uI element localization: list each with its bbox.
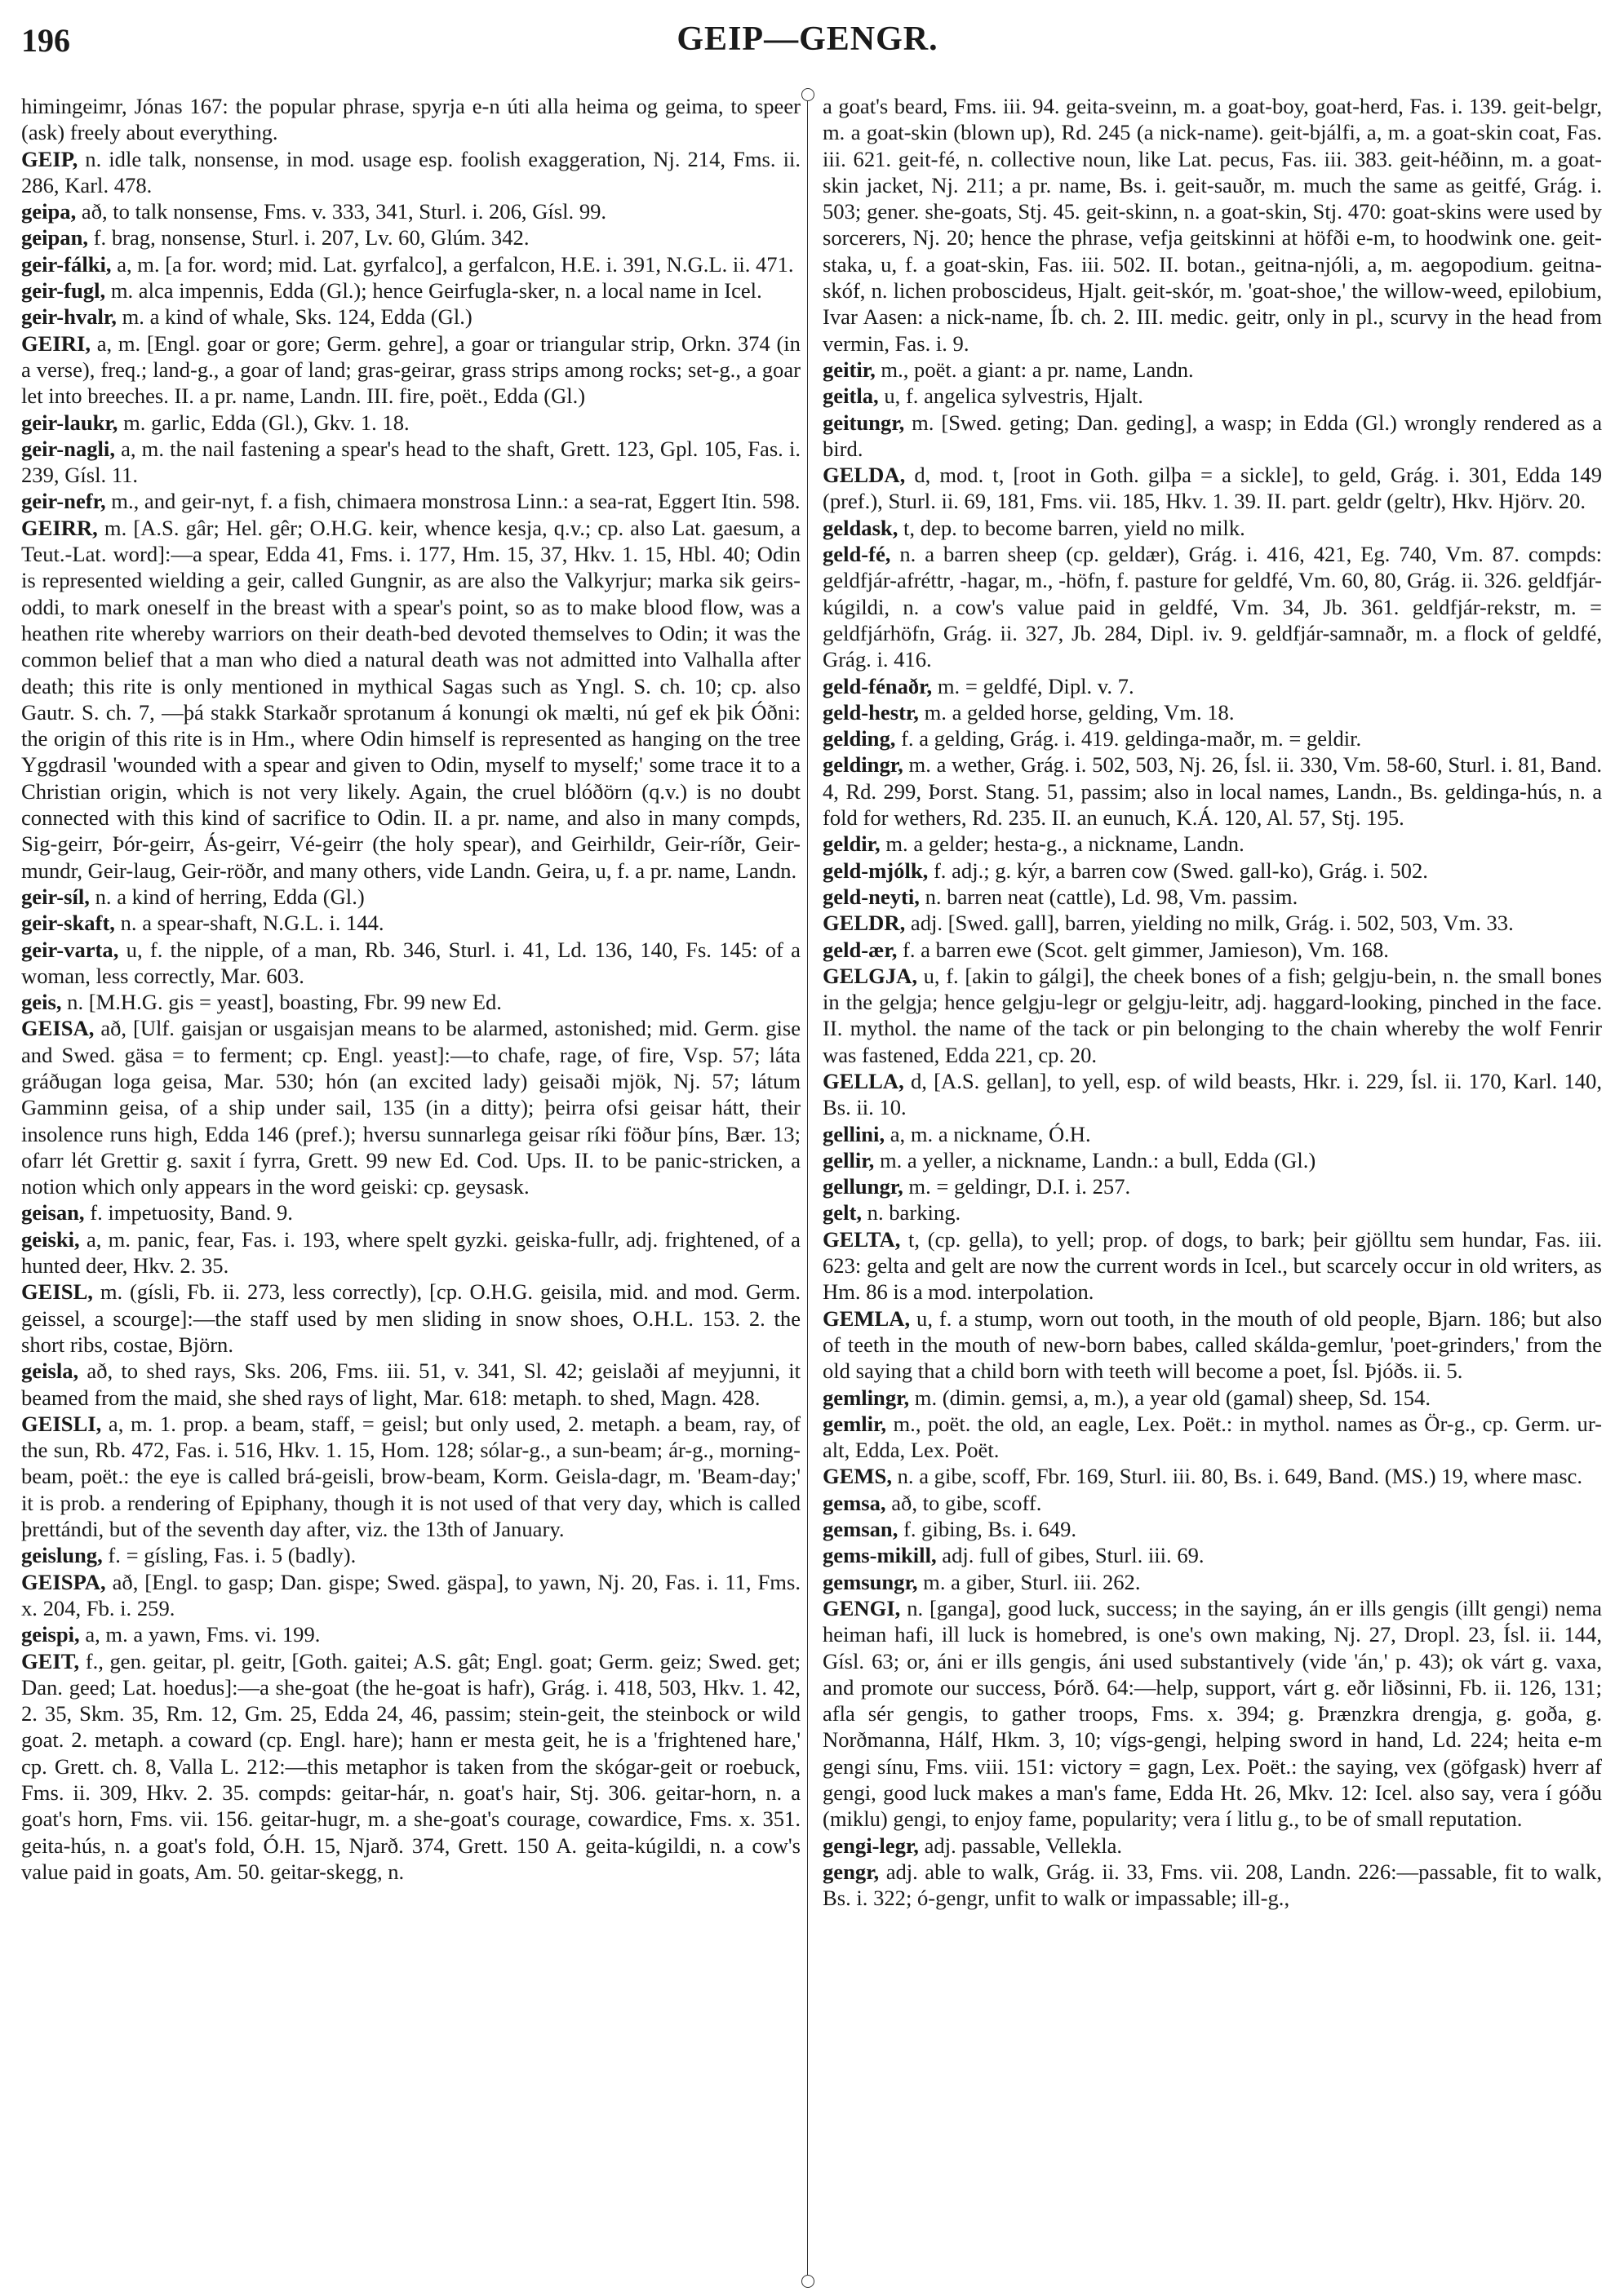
dictionary-entry (823, 831, 1602, 857)
dictionary-entry (823, 1226, 1602, 1305)
entry-text: að, to talk nonsense, Fms. v. 333, 341, Sturl. i. 206, Gísl. 99. (81, 199, 607, 224)
entry-headword: geislung, (21, 1543, 103, 1568)
entry-headword: geiski, (21, 1226, 80, 1252)
entry-text: a, m. the nail fastening a spear's head to the shaft, Grett. 123, Gpl. 105, Fas. i. 239, Gísl. 11. (21, 436, 801, 488)
entry-text: f. a gelding, Grág. i. 419. geldinga-maðr, m. = geldir. (901, 726, 1362, 751)
entry-text: n. idle talk, nonsense, in mod. usage esp. foolish exaggeration, Nj. 214, Fms. ii. 286, Karl. 478. (21, 146, 801, 197)
dictionary-entry (21, 304, 801, 330)
entry-headword: GEIRI, (21, 330, 91, 356)
entry-headword: gemsa, (823, 1490, 886, 1515)
left-column (21, 93, 801, 2280)
entry-headword: GEIRR, (21, 515, 98, 540)
entry-headword: gelt, (823, 1200, 862, 1226)
entry-text: að, [Ulf. gaisjan or usgaisjan means to be alarmed, astonished; mid. Germ. gise and Swed. gäsa = to ferment; cp. Engl. yeast]:—to chafe, rage, of fire, Vsp. 57; láta gráðugan loga geisa, Mar. 530; hón (an excited lady) geisaði mjök, Nj. 57; látum Gamminn geisa, of a ship under sail, 135 (in a ditty); þeirra ofsi geisar hátt, their insolence runs high, Edda 146 (pref.); hversu sunnarlega geisar ríki föður þíns, Bær. 13; ofarr lét Grettir g. saxit í fyrra, Grett. 99 new Ed. Cod. Ups. II. to be panic-stricken, a notion which only appears in the word geiski: cp. geysask. (21, 1016, 801, 1199)
dictionary-entry (823, 1516, 1602, 1542)
entry-headword: GEIT, (21, 1648, 80, 1673)
entry-headword: gellungr, (823, 1174, 903, 1199)
entry-headword: geir-fugl, (21, 278, 106, 304)
entry-headword: gems-mikill, (823, 1543, 937, 1568)
entry-text: m. a yeller, a nickname, Landn.: a bull, Edda (Gl.) (879, 1147, 1316, 1172)
entry-headword: gellini, (823, 1121, 885, 1146)
entry-text: m., and geir-nyt, f. a fish, chimaera monstrosa Linn.: a sea-rat, Eggert Itin. 598. (111, 489, 801, 514)
column-rule (807, 95, 808, 2278)
entry-headword: gemlingr, (823, 1385, 910, 1410)
entry-headword: geitla, (823, 383, 879, 409)
dictionary-entry (21, 1411, 801, 1542)
entry-headword: geir-varta, (21, 937, 119, 962)
entry-headword: GELDR, (823, 911, 906, 936)
entry-text: m. a giber, Sturl. iii. 262. (923, 1569, 1141, 1594)
dictionary-entry (823, 1542, 1602, 1568)
dictionary-entry (823, 884, 1602, 910)
entry-text: f. brag, nonsense, Sturl. i. 207, Lv. 60, Glúm. 342. (93, 225, 530, 250)
entry-headword: geitir, (823, 357, 876, 382)
dictionary-entry (823, 1595, 1602, 1833)
entry-text: m. [Swed. geting; Dan. geding], a wasp; in Edda (Gl.) wrongly rendered as a bird. (823, 410, 1602, 461)
entry-headword: geir-nefr, (21, 489, 106, 514)
entry-headword: geitungr, (823, 410, 905, 435)
entry-text: a, m. a yawn, Fms. vi. 199. (85, 1622, 321, 1647)
dictionary-entry (21, 1621, 801, 1647)
dictionary-entry (823, 462, 1602, 515)
entry-text: n. a barren sheep (cp. geldær), Grág. i. 416, 421, Eg. 740, Vm. 87. compds: geldfjár-afréttr, -hagar, m., -höfn, f. pasture for geldfé, Vm. 60, 80, Grág. ii. 326. geldfjár-kúgildi, n. a cow's value paid in geldfé, Vm. 34, Jb. 361. geldfjár-rekstr, m. = geldfjárhöfn, Grág. ii. 327, Jb. 284, Dipl. iv. 9. geldfjár-samnaðr, m. a flock of geldfé, Grág. i. 416. (823, 542, 1602, 672)
dictionary-entry (21, 146, 801, 199)
entry-text: m. garlic, Edda (Gl.), Gkv. 1. 18. (123, 410, 410, 435)
entry-text: adj. [Swed. gall], barren, yielding no milk, Grág. i. 502, 503, Vm. 33. (910, 911, 1514, 936)
entry-text: t, dep. to become barren, yield no milk. (903, 515, 1245, 540)
entry-headword: GELDA, (823, 463, 906, 488)
entry-headword: geldingr, (823, 752, 903, 778)
entry-text: n. [ganga], good luck, success; in the saying, án er ills gengis (illt gengi) nema heiman hafi, ill luck is homebred, is one's own making, Nj. 27, Dropl. 23, Ísl. ii. 144, Gísl. 63; or, áni er ills gengis, áni used substantively (vide 'án,' p. 43); ok várt g. vaxa, and promote our success, Þórð. 64:—help, support, várt g. eðr liðsinni, Fb. ii. 126, 131; afla sér gengis, to gather troops, Fms. x. 394; g. Þrænzkra drengja, g. goða, g. Norðmanna, Hálf, Hkm. 3, 10; vígs-gengi, helping sword in hand, Ld. 224; heita e-m gengi sínu, Fms. viii. 151: victory = gagn, Lex. Poët.: the saying, vex (göfgask) hverr af gengi, good luck makes a man's fame, Edda Ht. 26, Mkv. 12: Icel. also say, vera í góðu (miklu) gengi, to enjoy fame, popularity; vera í litlu g., to be of small reputation. (823, 1595, 1602, 1832)
entry-text: m. = geldingr, D.I. i. 257. (908, 1174, 1131, 1199)
entry-text: t, (cp. gella), to yell; prop. of dogs, to bark; þeir gjölltu sem hundar, Fas. iii. 623: gelta and gelt are now the current words in Icel., but scarcely occur in old writers, as Hm. 86 is a mod. interpolation. (823, 1226, 1602, 1305)
dictionary-entry (823, 937, 1602, 963)
dictionary-entry (823, 1833, 1602, 1859)
entry-headword: geir-fálki, (21, 251, 112, 277)
entry-text: a, m. a nickname, Ó.H. (890, 1121, 1091, 1146)
entry-text: n. a kind of herring, Edda (Gl.) (95, 884, 365, 909)
entry-text: u, f. the nipple, of a man, Rb. 346, Sturl. i. 41, Ld. 136, 140, Fs. 145: of a woman, less correctly, Mar. 603. (21, 937, 801, 988)
column-ornament-top (801, 88, 814, 101)
entry-headword: geldask, (823, 515, 898, 540)
entry-text: n. barren neat (cattle), Ld. 98, Vm. passim. (925, 884, 1298, 909)
entry-text: m., poët. a giant: a pr. name, Landn. (881, 357, 1194, 382)
entry-headword: gelding, (823, 726, 896, 751)
dictionary-entry (21, 330, 801, 410)
entry-text: himingeimr, Jónas 167: the popular phrase, spyrja e-n úti alla heima og geima, to speer (ask) freely about everything. (21, 94, 801, 145)
dictionary-entry (21, 277, 801, 304)
dictionary-entry (823, 1385, 1602, 1411)
dictionary-entry (21, 1569, 801, 1622)
entry-text: f. = gísling, Fas. i. 5 (badly). (108, 1543, 357, 1568)
dictionary-entry (21, 1648, 801, 1886)
entry-headword: geir-skaft, (21, 911, 115, 936)
dictionary-entry (823, 1569, 1602, 1595)
dictionary-entry (21, 436, 801, 489)
entry-headword: geir-nagli, (21, 436, 115, 461)
dictionary-entry (21, 989, 801, 1015)
dictionary-entry (823, 725, 1602, 751)
right-column (823, 93, 1602, 2280)
dictionary-entry (823, 1305, 1602, 1385)
dictionary-entry (823, 1147, 1602, 1173)
entry-headword: geipan, (21, 225, 89, 250)
entry-text: u, f. a stump, worn out tooth, in the mouth of old people, Bjarn. 186; but also of teeth in the mouth of new-born babes, called skálda-gemlur, 'poet-grinders,' from the old saying that a child born with teeth will become a poet, Ísl. Þjóðs. ii. 5. (823, 1305, 1602, 1384)
dictionary-entry (21, 1015, 801, 1199)
entry-headword: geisla, (21, 1359, 79, 1384)
entry-text: adj. full of gibes, Sturl. iii. 69. (942, 1543, 1205, 1568)
entry-headword: gemlir, (823, 1411, 887, 1436)
dictionary-entry (823, 541, 1602, 672)
entry-text: adj. able to walk, Grág. ii. 33, Fms. vii. 208, Landn. 226:—passable, fit to walk, Bs. i. 322; ó-gengr, unfit to walk or impassable; ill-g., (823, 1859, 1602, 1911)
dictionary-entry (823, 699, 1602, 725)
entry-headword: geld-fé, (823, 542, 891, 567)
entry-headword: GEMS, (823, 1464, 892, 1489)
dictionary-entry (823, 515, 1602, 541)
dictionary-entry (21, 937, 801, 990)
dictionary-entry (21, 1226, 801, 1279)
entry-headword: GEMLA, (823, 1305, 911, 1331)
dictionary-entry (21, 1358, 801, 1411)
entry-headword: gengi-legr, (823, 1833, 919, 1858)
entry-text: u, f. [akin to gálgi], the cheek bones of a fish; gelgju-bein, n. the small bones in the gelgja; hence gelgju-legr or gelgju-leitr, adj. haggard-looking, pinched in the face. II. mythol. the name of the tack or pin belonging to the chain whereby the wolf Fenrir was fastened, Edda 221, cp. 20. (823, 963, 1602, 1067)
entry-text: a, m. 1. prop. a beam, staff, = geisl; but only used, 2. metaph. a beam, ray, of the sun, Rb. 472, Fas. i. 516, Hkv. 1. 15, Hom. 128; sólar-g., a sun-beam; ár-g., morning-beam, poët.: the eye is called brá-geisli, brow-beam, Korm. Geisla-dagr, m. 'Beam-day;' it is prob. a rendering of Epiphany, though it is not used of that very day, which is called þrettándi, but of the seventh day after, viz. the 13th of January. (21, 1411, 801, 1542)
dictionary-entry (21, 410, 801, 436)
dictionary-entry (823, 410, 1602, 463)
dictionary-entry (21, 1279, 801, 1358)
dictionary-entry (21, 488, 801, 514)
dictionary-entry (823, 93, 1602, 357)
dictionary-entry (823, 1490, 1602, 1516)
entry-text: d, [A.S. gellan], to yell, esp. of wild beasts, Hkr. i. 229, Ísl. ii. 170, Karl. 140, Bs. ii. 10. (823, 1068, 1602, 1120)
entry-headword: geis, (21, 990, 62, 1015)
entry-headword: gemsungr, (823, 1569, 918, 1594)
entry-headword: geld-fénaðr, (823, 673, 933, 698)
entry-text: m. (dimin. gemsi, a, m.), a year old (gamal) sheep, Sd. 154. (914, 1385, 1431, 1410)
dictionary-entry (21, 884, 801, 910)
entry-headword: GEIP, (21, 146, 78, 171)
entry-headword: geispi, (21, 1622, 80, 1647)
entry-headword: GENGI, (823, 1595, 901, 1620)
dictionary-entry (21, 1542, 801, 1568)
dictionary-entry (21, 93, 801, 146)
dictionary-entry (823, 858, 1602, 884)
entry-headword: GEISLI, (21, 1411, 102, 1436)
entry-text: f., gen. geitar, pl. geitr, [Goth. gaitei; A.S. gât; Engl. goat; Germ. geiz; Swed. get; Dan. geed; Lat. hoedus]:—a she-goat (the he-goat is hafr), Grág. i. 418, 503, Hkv. 1. 42, 2. 35, Skm. 35, Rm. 12, Gm. 25, Edda 24, 46, passim; stein-geit, the steinbock or wild goat. 2. metaph. a coward (cp. Engl. hare); hann er mesta geit, he is a 'frightened hare,' cp. Grett. ch. 8, Valla L. 212:—this metaphor is taken from the skógar-geit or roebuck, Fms. ii. 309, Hkv. 2. 35. compds: geitar-hár, n. goat's hair, Stj. 306. geitar-horn, n. a goat's horn, Fms. vii. 156. geitar-hugr, m. a she-goat's courage, cowardice, Fms. x. 351. geita-hús, n. a goat's fold, Ó.H. 15, Njarð. 374, Grett. 150 A. geita-kúgildi, n. a cow's value paid in goats, Am. 50. geitar-skegg, n. (21, 1648, 801, 1884)
entry-headword: geld-ær, (823, 937, 898, 962)
dictionary-entry (823, 1859, 1602, 1912)
dictionary-entry (21, 1199, 801, 1226)
entry-text: m. = geldfé, Dipl. v. 7. (937, 673, 1134, 698)
entry-headword: gengr, (823, 1859, 880, 1884)
dictionary-entry (21, 910, 801, 936)
entry-text: a, m. panic, fear, Fas. i. 193, where spelt gyzki. geiska-fullr, adj. frightened, of a hunted deer, Hkv. 2. 35. (21, 1226, 801, 1279)
entry-text: n. a gibe, scoff, Fbr. 169, Sturl. iii. 80, Bs. i. 649, Band. (MS.) 19, where masc. (897, 1464, 1582, 1489)
entry-headword: geir-hvalr, (21, 304, 117, 330)
entry-text: a, m. [a for. word; mid. Lat. gyrfalco], a gerfalcon, H.E. i. 391, N.G.L. ii. 471. (117, 251, 794, 277)
dictionary-entry (823, 673, 1602, 699)
entry-text: m. (gísli, Fb. ii. 273, less correctly), [cp. O.H.G. geisila, mid. and mod. Germ. geissel, a scourge]:—the staff used by men sliding in snow shoes, O.H.L. 153. 2. the short ribs, costae, Björn. (21, 1279, 801, 1357)
dictionary-entry (21, 515, 801, 884)
entry-text: a goat's beard, Fms. iii. 94. geita-sveinn, m. a goat-boy, goat-herd, Fas. i. 139. geit-belgr, m. a goat-skin (blown up), Rd. 245 (a nick-name). geit-bjálfi, a, m. a goat-skin coat, Fas. iii. 621. geit-fé, n. collective noun, like Lat. pecus, Fas. iii. 383. geit-héðinn, m. a goat-skin jacket, Nj. 211; a pr. name, Bs. i. geit-sauðr, m. much the same as geitfé, Grág. i. 503; gener. she-goats, Stj. 45. geit-skinn, n. a goat-skin, Stj. 470: goat-skins were used by sorcerers, Nj. 20; hence the phrase, vefja geitskinni at höfði e-m, to hoodwink one. geit-staka, u, f. a goat-skin, Fas. iii. 502. II. botan., geitna-njóli, a, m. aegopodium. geitna-skóf, n. lichen proboscideus, Hjalt. geit-skór, m. 'goat-shoe,' the willow-weed, epilobium, Ivar Aasen: a nick-name, Íb. ch. 2. III. medic. geitr, only in pl., scurvy in the head from vermin, Fas. i. 9. (823, 94, 1602, 356)
entry-headword: GELLA, (823, 1068, 904, 1093)
column-ornament-bottom (801, 2275, 814, 2288)
entry-headword: geir-laukr, (21, 410, 118, 435)
entry-headword: geld-hestr, (823, 699, 919, 725)
entry-text: n. [M.H.G. gis = yeast], boasting, Fbr. 99 new Ed. (67, 990, 502, 1015)
entry-headword: geld-neyti, (823, 884, 920, 909)
entry-text: n. a spear-shaft, N.G.L. i. 144. (120, 911, 384, 936)
running-head: GEIP—GENGR. (677, 20, 938, 58)
entry-text: m. a gelded horse, gelding, Vm. 18. (924, 699, 1235, 725)
dictionary-entry (823, 1173, 1602, 1199)
entry-headword: GEISL, (21, 1279, 93, 1305)
dictionary-entry (823, 383, 1602, 409)
entry-text: að, to shed rays, Sks. 206, Fms. iii. 51, v. 341, Sl. 42; geislaði af meyjunni, it beamed from the maid, she shed rays of light, Mar. 618: metaph. to shed, Magn. 428. (21, 1359, 801, 1410)
dictionary-entry (21, 224, 801, 250)
entry-headword: GELTA, (823, 1226, 901, 1252)
dictionary-entry (823, 751, 1602, 831)
entry-headword: gemsan, (823, 1517, 898, 1542)
entry-headword: geld-mjólk, (823, 858, 929, 883)
dictionary-entry (21, 198, 801, 224)
entry-text: f. a barren ewe (Scot. gelt gimmer, Jamieson), Vm. 168. (903, 937, 1389, 962)
entry-headword: GEISPA, (21, 1569, 106, 1594)
entry-text: f. gibing, Bs. i. 649. (903, 1517, 1077, 1542)
entry-text: adj. passable, Vellekla. (924, 1833, 1123, 1858)
entry-text: m. a kind of whale, Sks. 124, Edda (Gl.) (122, 304, 473, 330)
dictionary-entry (823, 1463, 1602, 1489)
entry-headword: GELGJA, (823, 963, 917, 988)
entry-text: n. barking. (867, 1200, 961, 1226)
entry-text: a, m. [Engl. goar or gore; Germ. gehre], a goar or triangular strip, Orkn. 374 (in a verse), freq.; land-g., a goar of land; gras-geirar, grass strips among rocks; set-g., a goar let into breeches. II. a pr. name, Landn. III. fire, poët., Edda (Gl.) (21, 330, 801, 409)
entry-text: m. a wether, Grág. i. 502, 503, Nj. 26, Ísl. ii. 330, Vm. 58-60, Sturl. i. 81, Band. 4, Rd. 299, Þorst. Stang. 51, passim; also in local names, Landn., Bs. geldinga-hús, n. a fold for wethers, Rd. 235. II. an eunuch, K.Á. 120, Al. 57, Stj. 195. (823, 752, 1602, 831)
entry-headword: geipa, (21, 199, 77, 224)
dictionary-entry (823, 1411, 1602, 1464)
entry-text: að, to gibe, scoff. (891, 1490, 1042, 1515)
entry-text: m., poët. the old, an eagle, Lex. Poët.: in mythol. names as Ör-g., cp. Germ. ur-alt, Edda, Lex. Poët. (823, 1411, 1602, 1463)
dictionary-entry (823, 1121, 1602, 1147)
entry-text: m. [A.S. gâr; Hel. gêr; O.H.G. keir, whence kesja, q.v.; cp. also Lat. gaesum, a Teut.-Lat. word]:—a spear, Edda 41, Fms. i. 177, Hm. 15, 37, Hkv. 1. 15, Hbl. 40; Odin is represented wielding a geir, called Gungnir, as are also the Valkyrjur; marka sik geirs-oddi, to mark oneself in the breast with a spear's point, so as to make blood flow, was a heathen rite whereby warriors on their death-bed devoted themselves to Odin; it was the common belief that a man who died a natural death was not admitted into Valhalla after death; this rite is only mentioned in mythical Sagas such as Yngl. S. ch. 10; cp. also Gautr. S. ch. 7, —þá stakk Starkaðr sprotanum á konungi ok mælti, nú gef ek þik Óðni: the origin of this rite is in Hm., where Odin himself is represented as hanging on the tree Yggdrasil 'wounded with a spear and given to Odin, myself to myself;' some trace it to a Christian origin, which is not very likely. Again, the cruel blóðörn (q.v.) is no doubt connected with this kind of sacrifice to Odin. II. a pr. name, and also in many compds, Sig-geirr, Þór-geirr, Ás-geirr, Vé-geirr (the holy spear), and Geirhildr, Geir-ríðr, Geir-mundr, Geir-laug, Geir-röðr, and many others, vide Landn. Geira, u, f. a pr. name, Landn. (21, 515, 801, 883)
entry-text: f. adj.; g. kýr, a barren cow (Swed. gall-ko), Grág. i. 502. (933, 858, 1428, 883)
dictionary-entry (21, 251, 801, 277)
entry-text: u, f. angelica sylvestris, Hjalt. (884, 383, 1143, 409)
dictionary-entry (823, 963, 1602, 1068)
dictionary-entry (823, 357, 1602, 383)
page-number: 196 (21, 22, 70, 59)
entry-headword: gellir, (823, 1147, 875, 1172)
entry-text: m. a gelder; hesta-g., a nickname, Landn. (885, 831, 1245, 857)
dictionary-entry (823, 910, 1602, 936)
entry-text: f. impetuosity, Band. 9. (90, 1200, 293, 1226)
dictionary-entry (823, 1199, 1602, 1226)
entry-text: d, mod. t, [root in Goth. gilþa = a sickle], to geld, Grág. i. 301, Edda 149 (pref.), Sturl. ii. 69, 181, Fms. vii. 185, Hkv. 1. 39. II. part. geldr (geltr), Hkv. Hjörv. 20. (823, 463, 1602, 514)
entry-text: að, [Engl. to gasp; Dan. gispe; Swed. gäspa], to yawn, Nj. 20, Fas. i. 11, Fms. x. 204, Fb. i. 259. (21, 1569, 801, 1620)
entry-headword: geldir, (823, 831, 881, 857)
entry-text: m. alca impennis, Edda (Gl.); hence Geirfugla-sker, n. a local name in Icel. (110, 278, 762, 304)
entry-headword: geisan, (21, 1200, 85, 1226)
entry-headword: GEISA, (21, 1016, 95, 1041)
entry-headword: geir-síl, (21, 884, 90, 909)
dictionary-entry (823, 1068, 1602, 1121)
